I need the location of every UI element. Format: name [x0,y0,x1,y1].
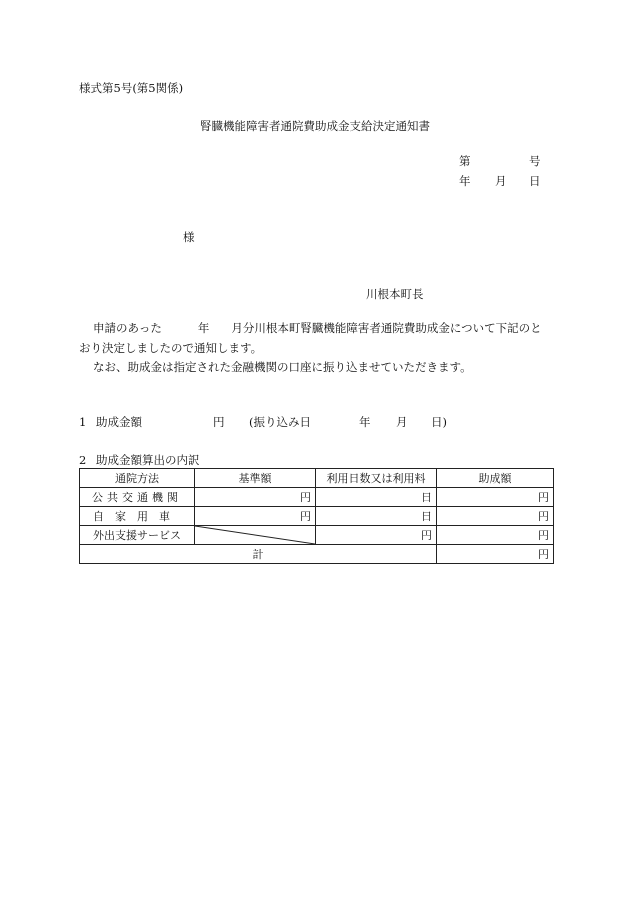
date-day-label: 日 [529,174,541,188]
table-total-row [80,545,554,564]
body-line-3 [79,359,559,376]
diagonal-slash-cell [195,526,316,545]
row-amount-unit: 円 [437,488,554,507]
item2-number: 2 [79,453,87,467]
body-line-1 [79,320,559,337]
row-usage-unit: 日 [316,507,437,526]
form-number: 様式第5号(第5関係) [79,81,184,95]
breakdown-table [79,468,554,564]
row-method-public-transit: 公共交通機関 [80,488,195,507]
item1-yen: 円 [213,415,225,429]
date-month-label: 月 [495,174,507,188]
header-subsidy-amount: 助成額 [437,469,554,488]
total-label: 計 [80,545,437,564]
item1-transfer-label: (振り込み日 [249,415,311,429]
table-row [80,526,554,545]
body-line-2: おり決定しましたので通知します。 [79,341,263,355]
reference-number-prefix: 第 [459,154,471,168]
body-line-3-text: なお、助成金は指定された金融機関の口座に振り込ませていただきます。 [93,360,472,374]
row-amount-unit: 円 [437,507,554,526]
body-line-1-c: 月分川根本町腎臓機能障害者通院費助成金について下記のと [231,321,542,335]
addressee-honorific: 様 [183,230,195,244]
header-base-amount: 基準額 [195,469,316,488]
table-row [80,488,554,507]
row-base-unit: 円 [195,488,316,507]
item1-year: 年 [359,415,371,429]
item1-month: 月 [396,415,408,429]
total-amount-unit: 円 [437,545,554,564]
table-row [80,507,554,526]
document-title: 腎臓機能障害者通院費助成金支給決定通知書 [200,119,430,133]
row-method-outing-support: 外出支援サービス [80,526,195,545]
row-usage-unit: 円 [316,526,437,545]
item1-number: 1 [79,415,87,429]
item1-day: 日) [431,415,447,429]
table-header-row [80,469,554,488]
row-base-unit: 円 [195,507,316,526]
header-usage: 利用日数又は利用料 [316,469,437,488]
reference-number-suffix: 号 [529,154,541,168]
date-year-label: 年 [459,174,471,188]
body-line-1-year: 年 [197,321,210,335]
item1-label: 助成金額 [96,415,142,429]
issuer-name: 川根本町長 [366,287,424,301]
row-usage-unit: 日 [316,488,437,507]
diagonal-line [195,526,315,544]
item2-label: 助成金額算出の内訳 [96,453,200,467]
body-line-1-a: 申請のあった [93,321,162,335]
row-amount-unit: 円 [437,526,554,545]
header-method: 通院方法 [80,469,195,488]
row-method-private-car: 自家用車 [80,507,195,526]
